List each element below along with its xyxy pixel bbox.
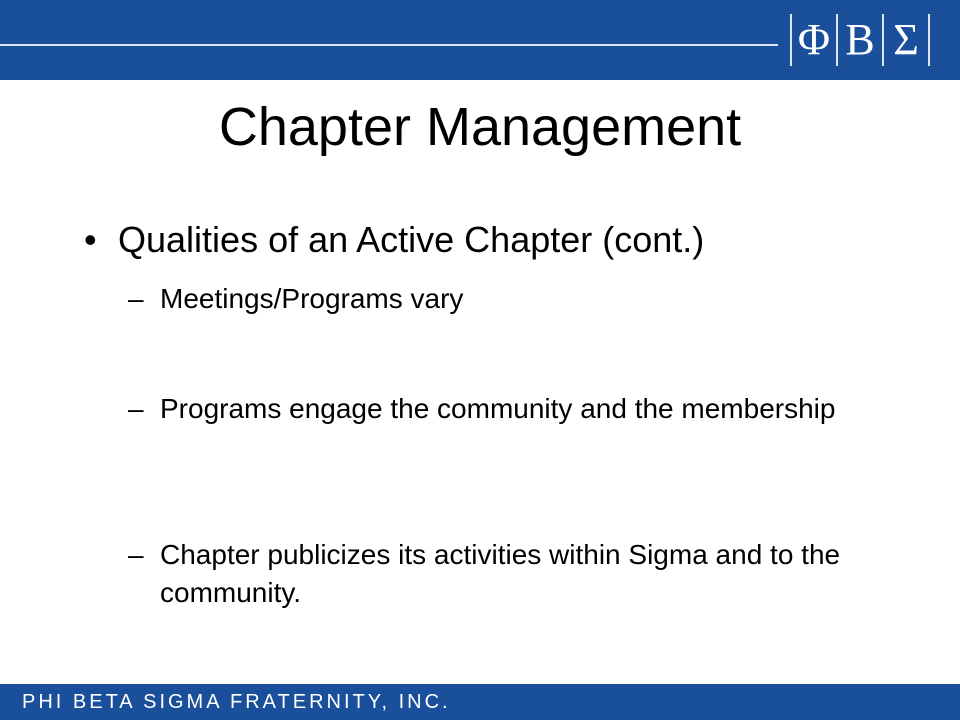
- sub-item-text: Chapter publicizes its activities within Sigma and to the community.: [160, 539, 841, 608]
- bullet-marker: •: [84, 219, 97, 260]
- footer-text: PHI BETA SIGMA FRATERNITY, INC.: [22, 691, 451, 713]
- sub-item-marker: –: [128, 283, 144, 314]
- header-band: [0, 0, 960, 80]
- logo-letter-phi: Φ: [797, 15, 831, 64]
- slide-title: Chapter Management: [218, 97, 742, 157]
- logo-divider: [928, 14, 930, 66]
- main-bullet: [84, 215, 704, 265]
- sub-item: [128, 536, 848, 612]
- sub-item-text: Programs engage the community and the membership: [160, 393, 836, 424]
- logo-letter-beta: Β: [845, 15, 875, 64]
- sub-item: [128, 280, 848, 318]
- greek-letters-logo: [790, 8, 930, 72]
- main-bullet-text: Qualities of an Active Chapter (cont.): [118, 219, 705, 260]
- logo-letter-sigma: Σ: [893, 15, 919, 64]
- header-rule: [0, 44, 778, 46]
- sub-item-marker: –: [128, 393, 144, 424]
- sub-item-marker: –: [128, 539, 144, 570]
- sub-item-text: Meetings/Programs vary: [160, 283, 464, 314]
- sub-item: [128, 390, 848, 428]
- footer-band: [0, 684, 960, 720]
